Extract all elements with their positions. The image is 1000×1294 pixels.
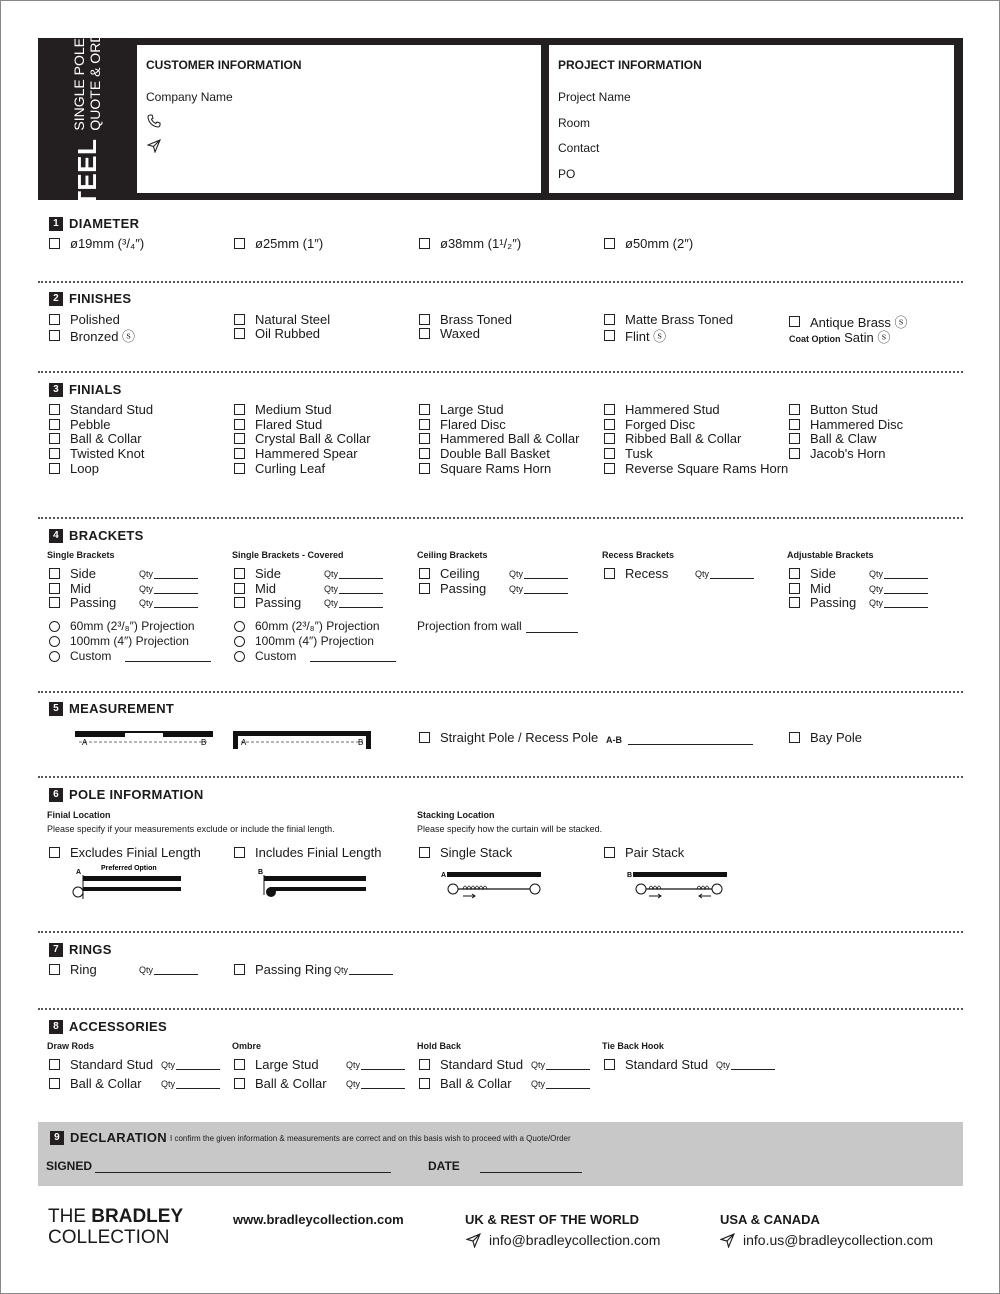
single-stack-diagram [441,867,546,899]
pole-info-title: 6 POLE INFORMATION [49,787,204,802]
checkbox-label: Button Stud [810,402,878,417]
us-email-link[interactable]: info.us@bradleycollection.com [720,1232,933,1248]
bracket-recess-item-checkbox[interactable] [604,566,668,581]
finial-col1-item-checkbox[interactable] [49,446,144,461]
finishes-title: 2 FINISHES [49,291,131,306]
checkbox-label: Flared Disc [440,416,506,432]
send-icon [466,1233,481,1248]
checkbox-box [419,1078,430,1089]
recess-pole-diagram [233,729,373,751]
accessory-hold-item-checkbox[interactable] [419,1057,523,1072]
checkbox-box [419,583,430,594]
signed-field[interactable]: SIGNED [46,1159,391,1173]
checkbox-label: Recess [625,566,669,581]
finial-col3-item-checkbox[interactable] [419,461,551,476]
tie-back-hook-label: Tie Back Hook [602,1041,664,1051]
qty-label: Qty [346,1060,361,1070]
divider [38,371,963,373]
finials-title: 3 FINIALS [49,382,122,397]
finial-col3-item-checkbox[interactable] [419,431,579,446]
adjustable-brackets-label: Adjustable Brackets [787,550,874,560]
recess-a-label: A [241,738,247,747]
finial-col4-item-checkbox[interactable] [604,461,788,476]
finial-col5-item-checkbox[interactable] [789,402,878,417]
checkbox-label: Twisted Knot [70,446,145,462]
checkbox-label: Hammered Spear [255,446,358,462]
accessory-ombre-qty-field[interactable] [346,1079,405,1089]
checkbox-label: Large Stud [255,1057,319,1072]
finial-col3-item-checkbox[interactable] [419,402,504,417]
bracket-single-qty-field[interactable] [139,584,198,594]
checkbox-box [234,404,245,415]
checkbox-box [49,433,60,444]
projection-from-wall-field[interactable]: Projection from wall [417,619,578,633]
bracket-recess-qty-field[interactable] [695,569,754,579]
customer-info-title: CUSTOMER INFORMATION [146,58,302,72]
declaration-panel [38,1122,963,1186]
checkbox-box [234,1078,245,1089]
stacking-location-note: Please specify how the curtain will be stacked. [417,824,603,834]
qty-label: Qty [139,583,154,594]
single-brackets-label: Single Brackets [47,550,115,560]
checkbox-box [49,463,60,474]
bracket-covered-qty-field[interactable] [324,569,383,579]
checkbox-label: Ribbed Ball & Collar [625,431,742,447]
finish-natural-steel-checkbox[interactable]: Natural Steel [234,312,330,327]
checkbox-box [604,463,615,474]
finial-col2-item-checkbox[interactable] [234,461,325,476]
send-icon [720,1233,735,1248]
qty-line [154,570,198,579]
single-60mm-radio[interactable]: 60mm (2³/₈″) Projection [49,619,195,633]
diameter-25mm-checkbox[interactable]: ø25mm (1″) [234,236,323,251]
qty-line [154,599,198,608]
checkbox-label: Ball & Collar [70,1076,142,1091]
checkbox-label: Jacob's Horn [810,446,886,462]
checkbox-box [49,583,60,594]
measurement-title: 5 MEASUREMENT [49,701,174,716]
checkbox-box [789,404,800,415]
checkbox-label: Standard Stud [70,1057,154,1072]
bracket-adjustable-item-checkbox[interactable] [789,566,836,581]
checkbox-box [234,419,245,430]
excludes-finial-diagram [71,863,186,901]
checkbox-box [604,419,615,430]
checkbox-label: Reverse Square Rams Horn [625,460,789,476]
diameter-38mm-checkbox[interactable]: ø38mm (1¹/₂″) [419,236,521,251]
finial-col1-item-checkbox[interactable] [49,417,110,432]
quote-order-label: QUOTE & ORDER [87,13,103,131]
covered-custom-radio[interactable]: Custom [234,649,396,663]
customer-info-panel [137,45,541,193]
checkbox-box [234,463,245,474]
finial-col2-item-checkbox[interactable] [234,431,371,446]
checkbox-label: Crystal Ball & Collar [255,431,371,447]
finial-col5-item-checkbox[interactable] [789,446,885,461]
covered-60mm-radio[interactable]: 60mm (2³/₈″) Projection [234,619,380,633]
finial-location-label: Finial Location [47,810,111,820]
declaration-title: 9 DECLARATION [50,1130,167,1145]
qty-line [884,570,928,579]
bracket-single-qty-field[interactable] [139,598,198,608]
qty-line [710,570,754,579]
brand-bradley: BRADLEY [91,1206,184,1227]
qty-line [524,570,568,579]
divider [38,1008,963,1010]
room-field[interactable]: Room [558,116,591,130]
hold-back-label: Hold Back [417,1041,462,1051]
recess-brackets-label: Recess Brackets [602,550,675,560]
checkbox-label: Passing [70,595,117,611]
accessory-tie-item-checkbox[interactable] [604,1057,708,1072]
checkbox-box [789,433,800,444]
qty-line [339,585,383,594]
accessory-tie-qty-field[interactable] [716,1060,775,1070]
accessory-ombre-qty-field[interactable] [346,1060,405,1070]
single-custom-radio[interactable]: Custom [49,649,211,663]
qty-label: Qty [531,1079,546,1089]
checkbox-box [604,448,615,459]
steel-title: STEEL [71,138,102,225]
finial-col4-item-checkbox[interactable] [604,417,695,432]
finish-brass-toned-checkbox[interactable]: Brass Toned [419,312,512,327]
checkbox-box [234,433,245,444]
qty-line [546,1080,590,1089]
qty-line [361,1080,405,1089]
bracket-adjustable-qty-field[interactable] [869,584,928,594]
finish-flint-checkbox[interactable]: Flint ⓢ [604,326,666,345]
checkbox-box [419,448,430,459]
checkbox-box [419,404,430,415]
qty-label: Qty [324,583,339,594]
checkbox-box [419,433,430,444]
finial-col5-item-checkbox[interactable] [789,417,903,432]
accessory-hold-qty-field[interactable] [531,1079,590,1089]
bracket-covered-item-checkbox[interactable] [234,566,281,581]
finial-col1-item-checkbox[interactable] [49,461,99,476]
checkbox-label: Passing [255,595,302,611]
checkbox-box [49,1059,60,1070]
checkbox-box [419,568,430,579]
checkbox-box [604,568,615,579]
finial-col4-item-checkbox[interactable] [604,402,720,417]
bracket-adjustable-qty-field[interactable] [869,598,928,608]
uk-email-link[interactable]: info@bradleycollection.com [466,1232,660,1248]
qty-label: Qty [509,583,524,594]
project-info-panel [549,45,954,193]
accessory-draw-qty-field[interactable] [161,1060,220,1070]
qty-line [884,599,928,608]
diameter-title: 1 DIAMETER [49,216,139,231]
checkbox-label: Standard Stud [625,1057,709,1072]
qty-line [546,1061,590,1070]
checkbox-label: Passing [810,595,857,611]
date-field[interactable]: DATE [428,1159,582,1173]
single-pole-label: SINGLE POLE [71,37,87,131]
checkbox-box [49,448,60,459]
phone-icon [147,114,161,128]
checkbox-box [604,433,615,444]
checkbox-label: Square Rams Horn [440,460,552,476]
includes-finial-diagram [256,863,371,901]
checkbox-box [604,1059,615,1070]
checkbox-box [604,404,615,415]
qty-line [176,1061,220,1070]
finial-b-label: B [258,869,264,876]
bracket-single-item-checkbox[interactable] [49,566,96,581]
checkbox-box [419,419,430,430]
includes-finial-checkbox[interactable]: Includes Finial Length [234,845,381,860]
passing-ring-checkbox[interactable]: Passing Ring [234,962,332,977]
bracket-adjustable-qty-field[interactable] [869,569,928,579]
checkbox-label: Side [255,566,282,581]
finial-col3-item-checkbox[interactable] [419,417,506,432]
divider [38,517,963,519]
us-region-title: USA & CANADA [720,1212,820,1227]
finial-col2-item-checkbox[interactable] [234,417,322,432]
send-icon [147,139,161,153]
brand-logo [48,1206,183,1248]
finial-a-label: A [76,869,82,876]
coat-option[interactable] [789,327,890,346]
finish-polished-checkbox[interactable]: Polished [49,312,120,327]
straight-recess-pole-checkbox[interactable]: Straight Pole / Recess Pole [419,730,598,745]
company-name-field[interactable]: Company Name [146,90,233,104]
accessory-draw-item-checkbox[interactable] [49,1076,142,1091]
divider [38,931,963,933]
accessory-ombre-item-checkbox[interactable] [234,1076,327,1091]
accessory-draw-qty-field[interactable] [161,1079,220,1089]
diameter-50mm-checkbox[interactable]: ø50mm (2″) [604,236,693,251]
checkbox-label: Flared Stud [255,416,323,432]
checkbox-box [789,419,800,430]
bracket-ceiling-item-checkbox[interactable] [419,581,486,596]
checkbox-box [234,1059,245,1070]
checkbox-box [234,568,245,579]
bracket-single-item-checkbox[interactable] [49,595,116,610]
measure-a-label: A [82,738,88,747]
bracket-ceiling-qty-field[interactable] [509,584,568,594]
qty-label: Qty [139,598,154,609]
accessory-hold-qty-field[interactable] [531,1060,590,1070]
pair-stack-checkbox[interactable]: Pair Stack [604,845,684,860]
covered-brackets-label: Single Brackets - Covered [232,550,344,560]
checkbox-label: Standard Stud [440,1057,524,1072]
qty-label: Qty [161,1079,176,1089]
brackets-title: 4 BRACKETS [49,528,144,543]
coat-option-satin: Satin ⓢ [844,330,891,345]
checkbox-box [789,568,800,579]
finish-oil-rubbed-checkbox[interactable]: Oil Rubbed [234,326,320,341]
checkbox-box [49,419,60,430]
checkbox-label: Curling Leaf [255,460,326,476]
contact-field[interactable]: Contact [558,141,600,155]
qty-label: Qty [869,569,884,579]
checkbox-label: Tusk [625,446,653,462]
qty-label: Qty [139,569,154,579]
excludes-finial-checkbox[interactable]: Excludes Finial Length [49,845,201,860]
checkbox-label: Ball & Collar [70,431,142,447]
website-link[interactable]: www.bradleycollection.com [233,1212,404,1227]
checkbox-box [419,463,430,474]
checkbox-label: Medium Stud [255,402,332,417]
divider [38,691,963,693]
checkbox-box [49,404,60,415]
checkbox-label: Ball & Claw [810,431,877,447]
finish-waxed-checkbox[interactable]: Waxed [419,326,480,341]
qty-line [154,585,198,594]
bracket-adjustable-item-checkbox[interactable] [789,595,856,610]
finial-col2-item-checkbox[interactable] [234,446,358,461]
checkbox-box [789,583,800,594]
checkbox-label: Hammered Stud [625,402,720,417]
diameter-19mm-checkbox[interactable]: ø19mm (³/₄″) [49,236,144,251]
finial-col4-item-checkbox[interactable] [604,431,741,446]
stack-a-label: A [441,872,447,879]
qty-label: Qty [324,598,339,609]
recess-b-label: B [358,738,364,747]
bracket-covered-item-checkbox[interactable] [234,595,301,610]
qty-line [731,1061,775,1070]
checkbox-label: Mid [810,580,831,596]
declaration-text: I confirm the given information & measurements are correct and on this basis wish to proceed with a Quote/Order [170,1134,571,1143]
checkbox-box [419,1059,430,1070]
qty-label: Qty [161,1060,176,1070]
ceiling-brackets-label: Ceiling Brackets [417,550,488,560]
bracket-covered-qty-field[interactable] [324,584,383,594]
qty-label: Qty [509,569,524,579]
measure-b-label: B [201,738,207,747]
preferred-option-label: Preferred Option [101,865,157,872]
ab-measurement-field[interactable]: A-B [606,735,753,745]
checkbox-label: Ceiling [440,566,480,581]
checkbox-label: Ball & Collar [255,1076,327,1091]
coat-option-label: Coat Option [789,334,841,344]
checkbox-label: Mid [255,580,276,596]
checkbox-box [234,597,245,608]
finial-col1-item-checkbox[interactable] [49,402,153,417]
checkbox-box [234,583,245,594]
uk-region-title: UK & REST OF THE WORLD [465,1212,640,1227]
checkbox-label: Forged Disc [625,416,696,432]
single-stack-checkbox[interactable]: Single Stack [419,845,512,860]
checkbox-label: Hammered Ball & Collar [440,431,580,447]
bracket-single-qty-field[interactable] [139,569,198,579]
accessory-draw-item-checkbox[interactable] [49,1057,153,1072]
bracket-ceiling-qty-field[interactable] [509,569,568,579]
accessories-title: 8 ACCESSORIES [49,1019,167,1034]
finial-col5-item-checkbox[interactable] [789,431,876,446]
qty-label: Qty [869,583,884,594]
pair-stack-diagram [627,867,732,899]
checkbox-box [49,568,60,579]
finish-antique-brass-checkbox[interactable]: Antique Brass ⓢ [789,312,908,331]
finial-col2-item-checkbox[interactable] [234,402,332,417]
po-field[interactable]: PO [558,167,576,181]
checkbox-label: Double Ball Basket [440,446,550,462]
brand-the: THE [48,1206,86,1227]
qty-line [339,599,383,608]
qty-label: Qty [324,569,339,579]
checkbox-label: Side [810,566,837,581]
qty-label: Qty [869,598,884,609]
divider [38,281,963,283]
stacking-location-label: Stacking Location [417,810,495,820]
bracket-adjustable-item-checkbox[interactable] [789,581,831,596]
divider [38,776,963,778]
brand-collection: COLLECTION [48,1227,170,1248]
stack-b-label: B [627,872,633,879]
finial-location-note: Please specify if your measurements exclude or include the finial length. [47,824,335,834]
checkbox-label: Pebble [70,416,111,432]
qty-line [884,585,928,594]
checkbox-label: Side [70,566,97,581]
qty-label: Qty [346,1079,361,1089]
finish-matte-brass-checkbox[interactable]: Matte Brass Toned [604,312,733,327]
checkbox-box [789,448,800,459]
bracket-covered-item-checkbox[interactable] [234,581,276,596]
qty-label: Qty [716,1060,731,1070]
bracket-single-item-checkbox[interactable] [49,581,91,596]
draw-rods-label: Draw Rods [47,1041,95,1051]
qty-line [339,570,383,579]
checkbox-box [234,448,245,459]
checkbox-box [49,597,60,608]
passing-ring-qty-field[interactable]: Qty [334,965,393,975]
checkbox-box [49,1078,60,1089]
accessory-hold-item-checkbox[interactable] [419,1076,512,1091]
checkbox-label: Large Stud [440,402,504,417]
qty-line [176,1080,220,1089]
checkbox-label: Loop [70,460,99,476]
accessory-ombre-item-checkbox[interactable] [234,1057,319,1072]
bracket-covered-qty-field[interactable] [324,598,383,608]
finial-col4-item-checkbox[interactable] [604,446,653,461]
checkbox-label: Passing [440,580,487,596]
rings-title: 7 RINGS [49,942,112,957]
covered-100mm-radio[interactable]: 100mm (4″) Projection [234,634,374,648]
checkbox-label: Standard Stud [70,402,154,417]
bracket-ceiling-item-checkbox[interactable] [419,566,480,581]
qty-label: Qty [695,569,710,579]
finial-col3-item-checkbox[interactable] [419,446,550,461]
finish-bronzed-checkbox[interactable]: Bronzed ⓢ [49,326,135,345]
straight-pole-diagram [75,729,215,749]
checkbox-box [789,597,800,608]
project-name-field[interactable]: Project Name [558,90,631,104]
qty-line [524,585,568,594]
checkbox-label: Hammered Disc [810,416,904,432]
qty-line [361,1061,405,1070]
bay-pole-checkbox[interactable]: Bay Pole [789,730,862,745]
checkbox-label: Mid [70,580,91,596]
single-100mm-radio[interactable]: 100mm (4″) Projection [49,634,189,648]
finial-col1-item-checkbox[interactable] [49,431,142,446]
ombre-label: Ombre [232,1041,262,1051]
project-info-title: PROJECT INFORMATION [558,58,702,72]
ring-qty-field[interactable]: Qty [139,965,198,975]
checkbox-label: Ball & Collar [440,1076,512,1091]
qty-label: Qty [531,1060,546,1070]
ring-checkbox[interactable]: Ring [49,962,97,977]
